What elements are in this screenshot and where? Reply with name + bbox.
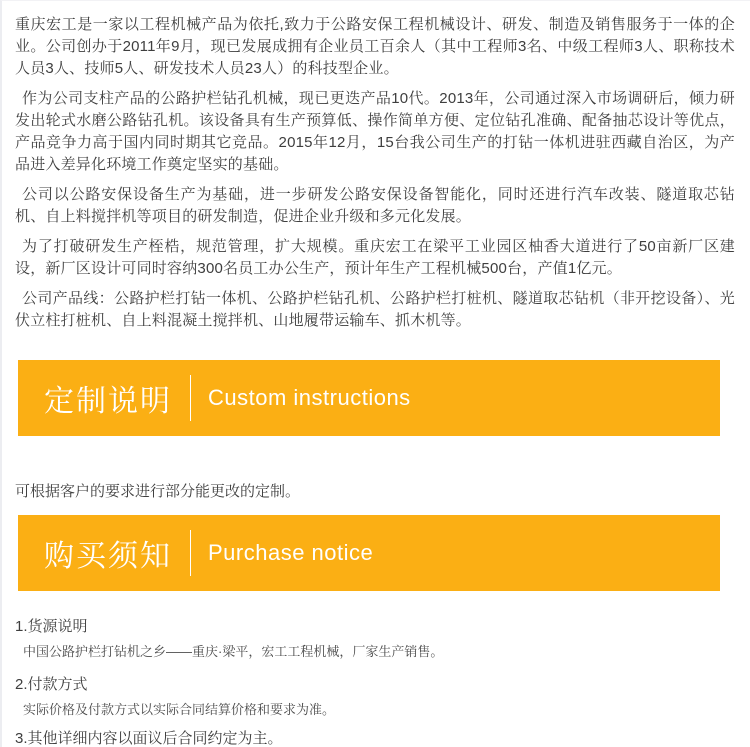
purchase-notice-title-en: Purchase notice <box>208 540 374 565</box>
banner-divider <box>190 375 191 421</box>
notice-item-1-detail: 中国公路护栏打钻机之乡——重庆·梁平，宏工工程机械，厂家生产销售。 <box>23 644 444 659</box>
notice-item-2-heading: 2.付款方式 <box>15 676 88 693</box>
banner-divider <box>190 530 191 576</box>
custom-instructions-body: 可根据客户的要求进行部分能更改的定制。 <box>15 483 301 500</box>
intro-paragraph-company-overview: 重庆宏工是一家以工程机械产品为依托,致力于公路安保工程机械设计、研发、制造及销售服务于一体的企业。公司创办于2011年9月，现已发展成拥有企业员工百余人（其中工程师3名、中级工程师3人、职称技术人员3人、技师5人、研发技术人员23人）的科技型企业。 <box>15 16 735 77</box>
intro-paragraph-flagship-product: 作为公司支柱产品的公路护栏钻孔机械，现已更迭产品10代。2013年，公司通过深入市场调研后，倾力研发出轮式水磨公路钻孔机。该设备具有生产预算低、操作简单方便、定位钻孔准确、配备抽芯设计等优点，产品竞争力高于国内同时期其它竞品。2015年12月，15台我公司生产的打钻一体机进驻西藏自治区，为产品进入差异化环境工作奠定坚实的基础。 <box>15 90 735 173</box>
purchase-notice-title-zh: 购买须知 <box>44 540 172 573</box>
company-introduction <box>2 14 750 332</box>
notice-item-1-heading: 1.货源说明 <box>15 618 88 635</box>
notice-item-3-heading: 3.其他详细内容以面议后合同约定为主。 <box>15 730 283 747</box>
intro-paragraph-product-lines: 公司产品线：公路护栏打钻一体机、公路护栏钻孔机、公路护栏打桩机、隧道取芯钻机（非开挖设备）、光伏立柱打桩机、自上料混凝土搅拌机、山地履带运输车、抓木机等。 <box>15 290 735 329</box>
purchase-notice-banner <box>18 515 720 591</box>
intro-paragraph-new-factory: 为了打破研发生产桎梏，规范管理，扩大规模。重庆宏工在梁平工业园区柚香大道进行了50亩新厂区建设，新厂区设计可同时容纳300名员工办公生产，预计年生产工程机械500台，产值1亿元。 <box>15 238 735 277</box>
custom-instructions-banner <box>18 360 720 436</box>
purchase-notice-list <box>2 616 750 747</box>
intro-paragraph-diversification: 公司以公路安保设备生产为基础，进一步研发公路安保设备智能化，同时还进行汽车改装、隧道取芯钻机、自上料搅拌机等项目的研发制造，促进企业升级和多元化发展。 <box>15 186 735 225</box>
custom-instructions-title-zh: 定制说明 <box>44 385 172 418</box>
custom-instructions-title-en: Custom instructions <box>208 385 411 410</box>
notice-item-2-detail: 实际价格及付款方式以实际合同结算价格和要求为准。 <box>23 702 336 717</box>
